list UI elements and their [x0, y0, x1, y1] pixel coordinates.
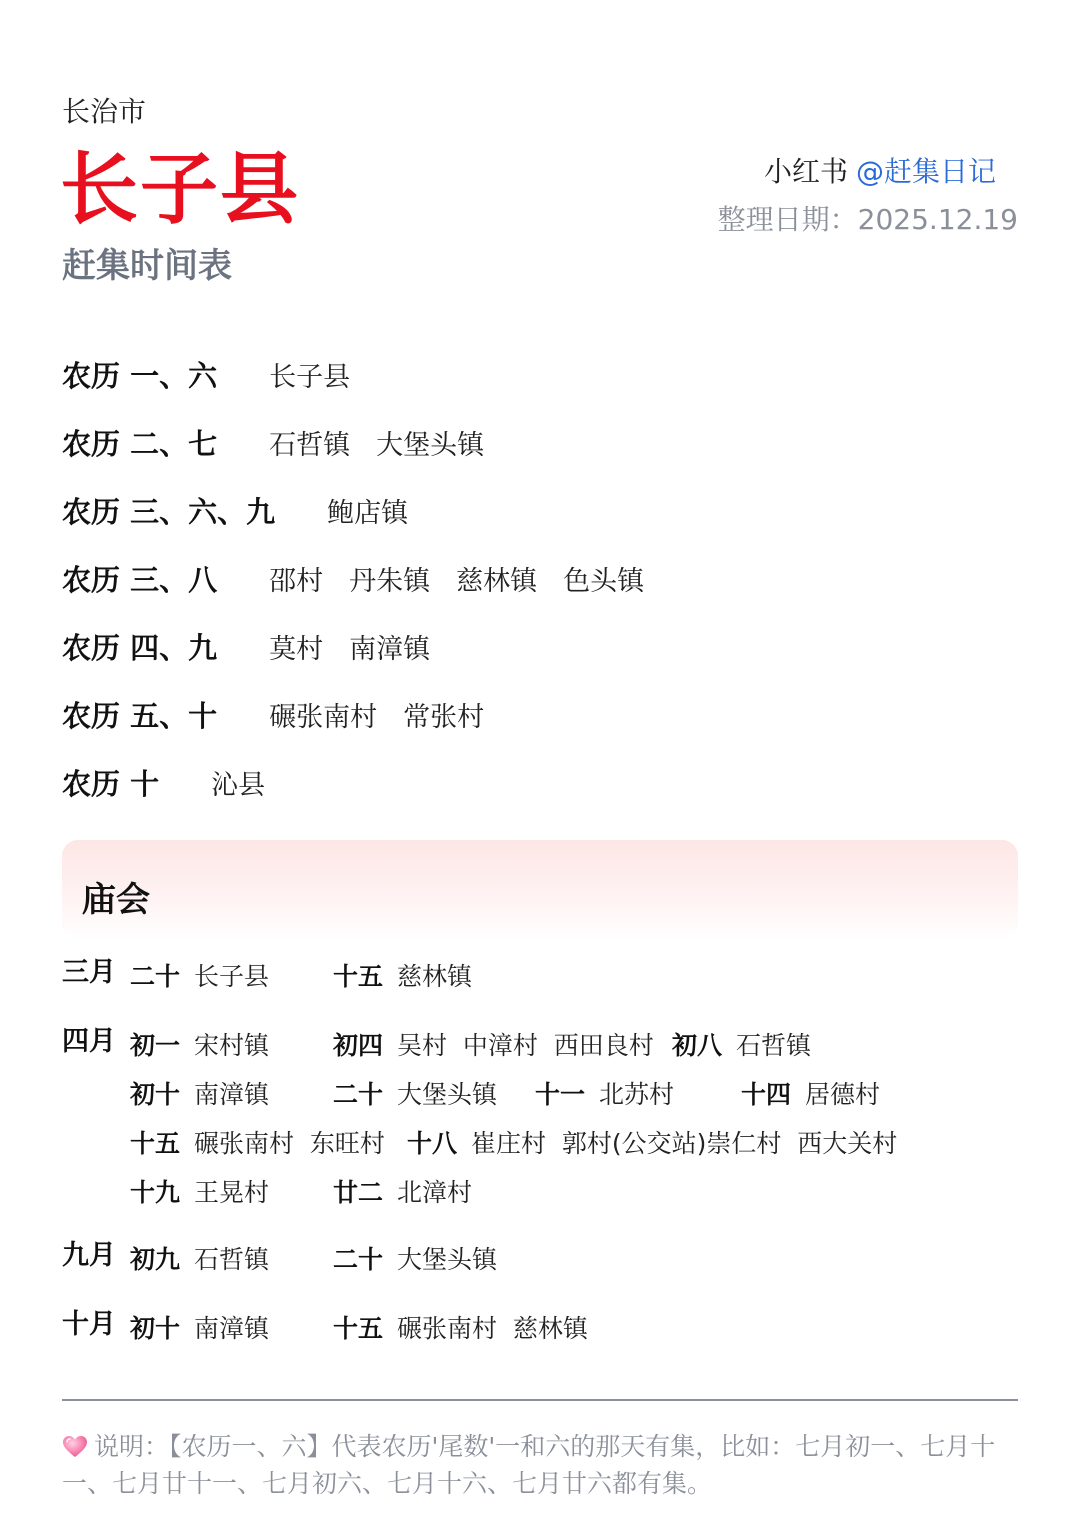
fair-item	[130, 1233, 269, 1282]
fair-month: 十月	[62, 1309, 116, 1340]
source-handle-link[interactable]: @赶集日记	[855, 155, 996, 188]
fair-place: 南漳镇	[194, 1313, 270, 1343]
schedule-row	[62, 408, 644, 476]
fair-item	[407, 1117, 897, 1166]
schedule-row	[62, 544, 644, 612]
temple-fair-title: 庙会	[82, 880, 150, 920]
schedule-label: 农历 二、七	[62, 426, 218, 461]
fair-place: 北漳村	[397, 1177, 473, 1207]
fair-item	[333, 1233, 497, 1282]
fair-item	[333, 1068, 497, 1117]
fair-place: 碾张南村 慈林镇	[397, 1313, 588, 1343]
town-name: 慈林镇	[456, 565, 538, 597]
town-name: 莫村	[269, 633, 324, 665]
fair-place: 慈林镇	[397, 961, 473, 991]
fair-item	[130, 950, 269, 999]
fair-day: 初十	[130, 1313, 181, 1343]
schedule-towns	[269, 695, 484, 734]
county-title: 长子县	[60, 145, 301, 235]
fair-item	[130, 1302, 269, 1351]
fair-day: 二十	[333, 1244, 384, 1274]
divider	[62, 1399, 1018, 1401]
city-name: 长治市	[62, 95, 147, 128]
schedule-label: 农历 三、八	[62, 562, 218, 597]
fair-item	[130, 1166, 269, 1215]
fair-item	[535, 1068, 674, 1117]
schedule-towns	[269, 627, 430, 666]
town-name: 邵村	[269, 565, 324, 597]
fair-place: 崔庄村 郭村(公交站)崇仁村 西大关村	[471, 1128, 898, 1158]
fair-item	[130, 1117, 385, 1166]
fair-place: 碾张南村 东旺村	[194, 1128, 385, 1158]
fair-line	[130, 1117, 1022, 1166]
town-name: 色头镇	[563, 565, 645, 597]
town-name: 南漳镇	[349, 633, 431, 665]
town-name: 碾张南村	[269, 701, 378, 733]
fair-line	[130, 950, 1022, 999]
schedule-row	[62, 680, 644, 748]
fair-month: 九月	[62, 1240, 116, 1271]
fair-place: 长子县	[194, 961, 270, 991]
fair-day: 十九	[130, 1177, 181, 1207]
fair-day: 十五	[333, 1313, 384, 1343]
town-name: 石哲镇	[269, 429, 351, 461]
market-schedule	[62, 340, 644, 816]
town-name: 沁县	[211, 769, 266, 801]
schedule-row	[62, 340, 644, 408]
temple-fair-header	[62, 840, 1018, 940]
fair-line	[130, 1302, 1022, 1351]
schedule-label: 农历 十	[62, 766, 160, 801]
town-name: 常张村	[403, 701, 485, 733]
town-name: 鲍店镇	[327, 497, 409, 529]
town-name: 长子县	[269, 361, 351, 393]
fair-item	[130, 1019, 269, 1068]
fair-day: 初八	[672, 1030, 723, 1060]
schedule-label: 农历 四、九	[62, 630, 218, 665]
compiled-date: 整理日期：2025.12.19	[717, 203, 1018, 236]
schedule-towns	[269, 355, 350, 394]
page-subtitle: 赶集时间表	[62, 246, 232, 286]
schedule-label: 农历 五、十	[62, 698, 218, 733]
heart-icon	[62, 1434, 88, 1460]
note	[62, 1428, 1024, 1502]
fair-day: 十五	[130, 1128, 181, 1158]
town-name: 大堡头镇	[376, 429, 485, 461]
fair-place: 北苏村	[599, 1079, 675, 1109]
fair-day: 十五	[333, 961, 384, 991]
fair-day: 二十	[333, 1079, 384, 1109]
fair-month-block	[62, 1302, 1022, 1351]
fair-place: 石哲镇	[194, 1244, 270, 1274]
fair-item	[741, 1068, 880, 1117]
schedule-label: 农历 一、六	[62, 358, 218, 393]
fair-day: 初十	[130, 1079, 181, 1109]
schedule-row	[62, 476, 644, 544]
temple-fair-list	[62, 950, 1022, 1351]
fair-place: 居德村	[805, 1079, 881, 1109]
schedule-row	[62, 748, 644, 816]
fair-month-block	[62, 1233, 1022, 1282]
fair-month: 四月	[62, 1026, 116, 1057]
schedule-label: 农历 三、六、九	[62, 494, 276, 529]
source-credit	[764, 150, 996, 190]
fair-month-block	[62, 1019, 1022, 1215]
fair-place: 大堡头镇	[397, 1079, 498, 1109]
schedule-towns	[269, 559, 644, 598]
fair-day: 廿二	[333, 1177, 384, 1207]
fair-day: 初九	[130, 1244, 181, 1274]
fair-place: 宋村镇	[194, 1030, 270, 1060]
schedule-towns	[269, 423, 484, 462]
schedule-row	[62, 612, 644, 680]
fair-place: 大堡头镇	[397, 1244, 498, 1274]
fair-line	[130, 1166, 1022, 1215]
fair-item	[333, 1302, 588, 1351]
fair-place: 石哲镇	[736, 1030, 812, 1060]
fair-place: 王晃村	[194, 1177, 270, 1207]
town-name: 丹朱镇	[349, 565, 431, 597]
fair-item	[333, 950, 472, 999]
fair-line	[130, 1019, 1022, 1068]
fair-day: 十八	[407, 1128, 458, 1158]
fair-item	[333, 1166, 472, 1215]
fair-day: 十四	[741, 1079, 792, 1109]
fair-day: 初一	[130, 1030, 181, 1060]
fair-line	[130, 1068, 1022, 1117]
schedule-towns	[327, 491, 408, 530]
fair-day: 初四	[333, 1030, 384, 1060]
schedule-towns	[211, 763, 265, 802]
fair-place: 吴村 中漳村 西田良村	[397, 1030, 654, 1060]
fair-month: 三月	[62, 957, 116, 988]
fair-day: 十一	[535, 1079, 586, 1109]
fair-line	[130, 1233, 1022, 1282]
fair-item	[672, 1019, 811, 1068]
fair-item	[130, 1068, 269, 1117]
note-text: 说明：【农历一、六】代表农历'尾数'一和六的那天有集，比如：七月初一、七月十一、七月廿十一、七月初六、七月十六、七月廿六都有集。	[62, 1432, 996, 1498]
fair-place: 南漳镇	[194, 1079, 270, 1109]
fair-day: 二十	[130, 961, 181, 991]
fair-month-block	[62, 950, 1022, 999]
fair-item	[333, 1019, 654, 1068]
source-platform: 小红书	[763, 155, 848, 188]
